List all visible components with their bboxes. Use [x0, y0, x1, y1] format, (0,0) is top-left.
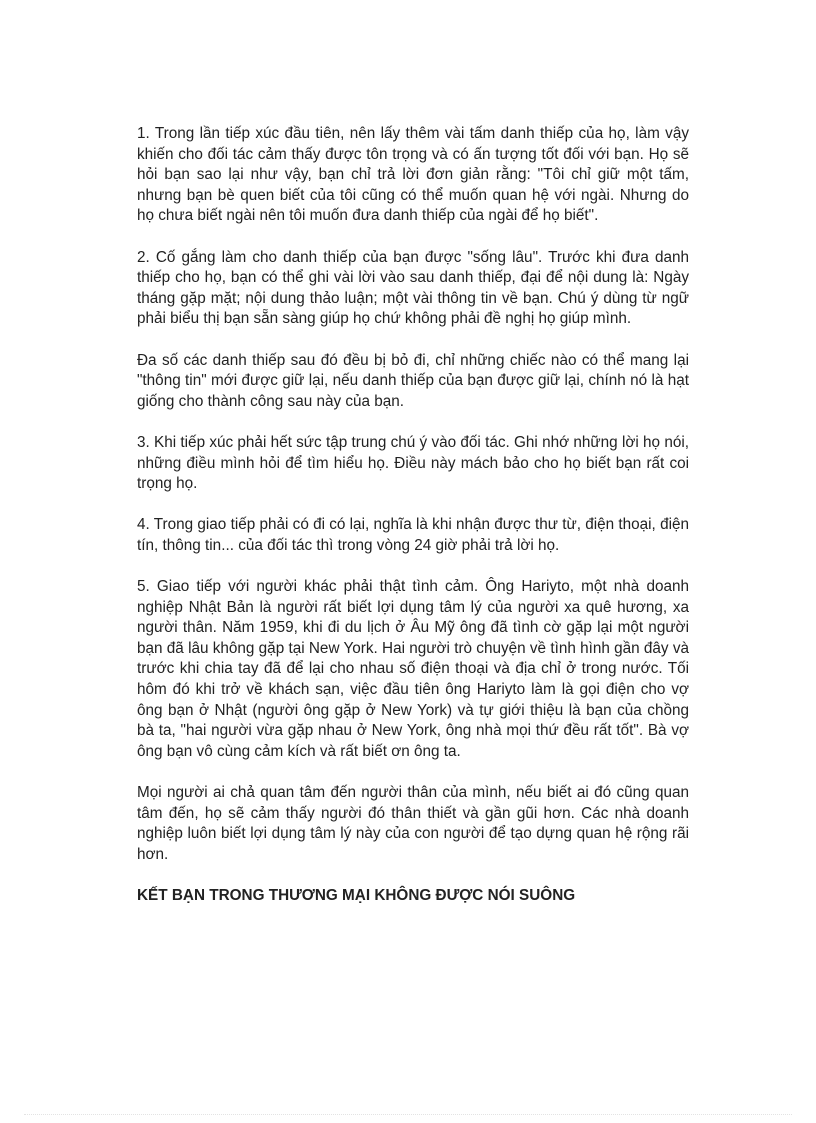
- document-body: [137, 124, 689, 907]
- paragraph-7: Mọi người ai chả quan tâm đến người thân của mình, nếu biết ai đó cũng quan tâm đến, họ sẽ cảm thấy người đó thân thiết và gần gũi hơn. Các nhà doanh nghiệp luôn biết lợi dụng tâm lý này của con người để tạo dựng quan hệ rộng rãi hơn.: [137, 784, 689, 863]
- paragraph-3: Đa số các danh thiếp sau đó đều bị bỏ đi, chỉ những chiếc nào có thể mang lại "thông tin" mới được giữ lại, nếu danh thiếp của bạn được giữ lại, chính nó là hạt giống cho thành công sau này của bạn.: [137, 351, 689, 410]
- paragraph-6: 5. Giao tiếp với người khác phải thật tình cảm. Ông Hariyto, một nhà doanh nghiệp Nhật Bản là người rất biết lợi dụng tâm lý của người xa quê hương, xa người thân. Năm 1959, khi đi du lịch ở Âu Mỹ ông đã tình cờ gặp lại một người bạn đã lâu không gặp tại New York. Hai người trò chuyện về tình hình gần đây và trước khi chia tay đã để lại cho nhau số điện thoại và địa chỉ ở trong nước. Tối hôm đó khi trở về khách sạn, việc đầu tiên ông Hariyto làm là gọi điện cho vợ ông bạn ở Nhật (người ông gặp ở New York) và tự giới thiệu là bạn của chồng bà ta, "hai người vừa gặp nhau ở New York, ông nhà mọi thứ đều rất tốt". Bà vợ ông bạn vô cùng cảm kích và rất biết ơn ông ta.: [137, 578, 689, 760]
- section-heading: KẾT BẠN TRONG THƯƠNG MẠI KHÔNG ĐƯỢC NÓI SUÔNG: [137, 886, 576, 904]
- paragraph-1: 1. Trong lần tiếp xúc đầu tiên, nên lấy thêm vài tấm danh thiếp của họ, làm vậy khiến cho đối tác cảm thấy được tôn trọng và có ấn tượng tốt đối với bạn. Họ sẽ hỏi bạn sao lại như vậy, bạn chỉ trả lời đơn giản rằng: "Tôi chỉ giữ một tấm, nhưng bạn bè quen biết của tôi cũng có thể muốn quan hệ với ngài. Nhưng do họ chưa biết ngài nên tôi muốn đưa danh thiếp của ngài để họ biết".: [137, 125, 689, 225]
- page-bottom-divider: [24, 1114, 792, 1115]
- paragraph-4: 3. Khi tiếp xúc phải hết sức tập trung chú ý vào đối tác. Ghi nhớ những lời họ nói, những điều mình hỏi để tìm hiểu họ. Điều này mách bảo cho họ biết bạn rất coi trọng họ.: [137, 433, 689, 493]
- paragraph-5: 4. Trong giao tiếp phải có đi có lại, nghĩa là khi nhận được thư từ, điện thoại, điện tín, thông tin... của đối tác thì trong vòng 24 giờ phải trả lời họ.: [137, 516, 689, 554]
- paragraph-2: 2. Cố gắng làm cho danh thiếp của bạn được "sống lâu". Trước khi đưa danh thiếp cho họ, bạn có thể ghi vài lời vào sau danh thiếp, đại để nội dung là: Ngày tháng gặp mặt; nội dung thảo luận; một vài thông tin về bạn. Chú ý dùng từ ngữ phải biểu thị bạn sẵn sàng giúp họ chứ không phải đề nghị họ giúp mình.: [137, 248, 689, 328]
